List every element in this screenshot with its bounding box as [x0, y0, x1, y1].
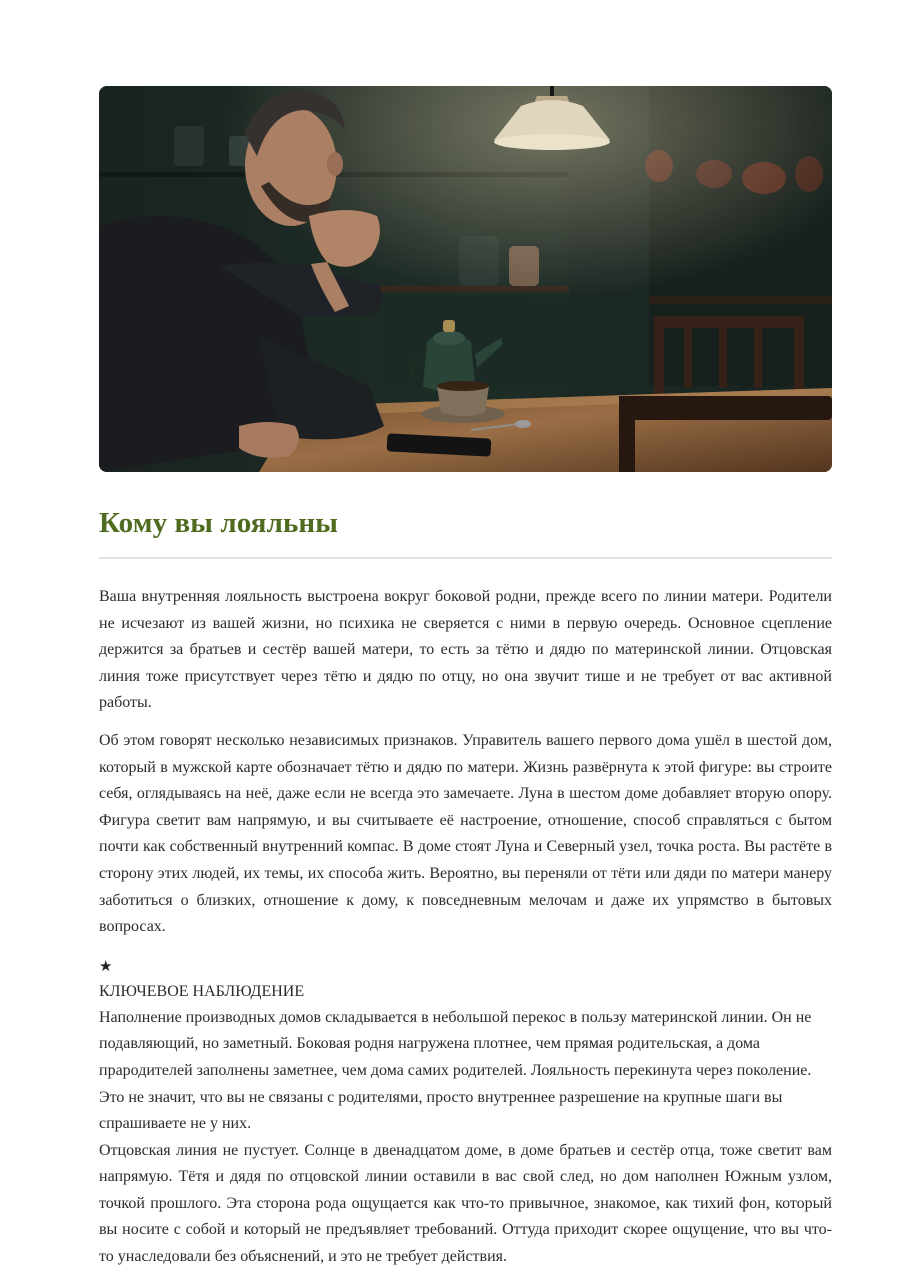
- key-observation-paragraph: Наполнение производных домов складывается в небольшой перекос в пользу материнской линии. Он не подавляющий, но заметный. Боковая родня нагружена плотнее, чем прямая родительская, а дома прародителей заполнены заметнее, чем дома самих родителей. Лояльность перекинута через поколение. Это не значит, что вы не связаны с родителями, просто внутреннее разрешение на крупные шаги вы спрашиваете не у них.: [99, 1008, 812, 1133]
- key-observation-label: КЛЮЧЕВОЕ НАБЛЮДЕНИЕ: [99, 982, 305, 1000]
- title-divider: [99, 557, 832, 559]
- paternal-line-paragraph: Отцовская линия не пустует. Солнце в двенадцатом доме, в доме братьев и сестёр отца, тоже светит вам напрямую. Тётя и дядя по отцовской линии оставили в вас свой след, но дом наполнен Южным узлом, точкой прошлого. Эта сторона рода ощущается как что-то привычное, знакомое, как тихий фон, который вы носите с собой и который не предъявляет требований. Оттуда приходит скорее ощущение, что вы что-то унаследовали без объяснений, и это не требует действия.: [99, 1141, 832, 1266]
- intro-paragraph: Ваша внутренняя лояльность выстроена вокруг боковой родни, прежде всего по линии матери. Родители не исчезают из вашей жизни, но психика не сверяется с ними в первую очередь. Основное сцепление держится за братьев и сестёр вашей матери, то есть за тётю и дядю по материнской линии. Отцовская линия тоже присутствует через тётю и дядю по отцу, но она звучит тише и не требует от вас активной работы.: [99, 588, 832, 712]
- hero-image: [99, 86, 832, 472]
- star-icon: ★: [99, 956, 113, 975]
- page-title: Кому вы лояльны: [99, 507, 338, 539]
- man-at-kitchen-table-photo-icon: [99, 86, 832, 472]
- evidence-paragraph: Об этом говорят несколько независимых признаков. Управитель вашего первого дома ушёл в шестой дом, который в мужской карте обозначает тётю и дядю по матери. Жизнь развёрнута к этой фигуре: вы строите себя, оглядываясь на неё, даже если не всегда это замечаете. Луна в шестом доме добавляет вторую опору. Фигура светит вам напрямую, и вы считываете её настроение, отношение, способ справляться с бытом почти как собственный внутренний компас. В доме стоят Луна и Северный узел, точка роста. Вы растёте в сторону этих людей, их темы, их способа жить. Вероятно, вы переняли от тёти или дяди по матери манеру заботиться о близких, отношение к дому, к повседневным мелочам и даже их упрямство в бытовых вопросах.: [99, 731, 832, 936]
